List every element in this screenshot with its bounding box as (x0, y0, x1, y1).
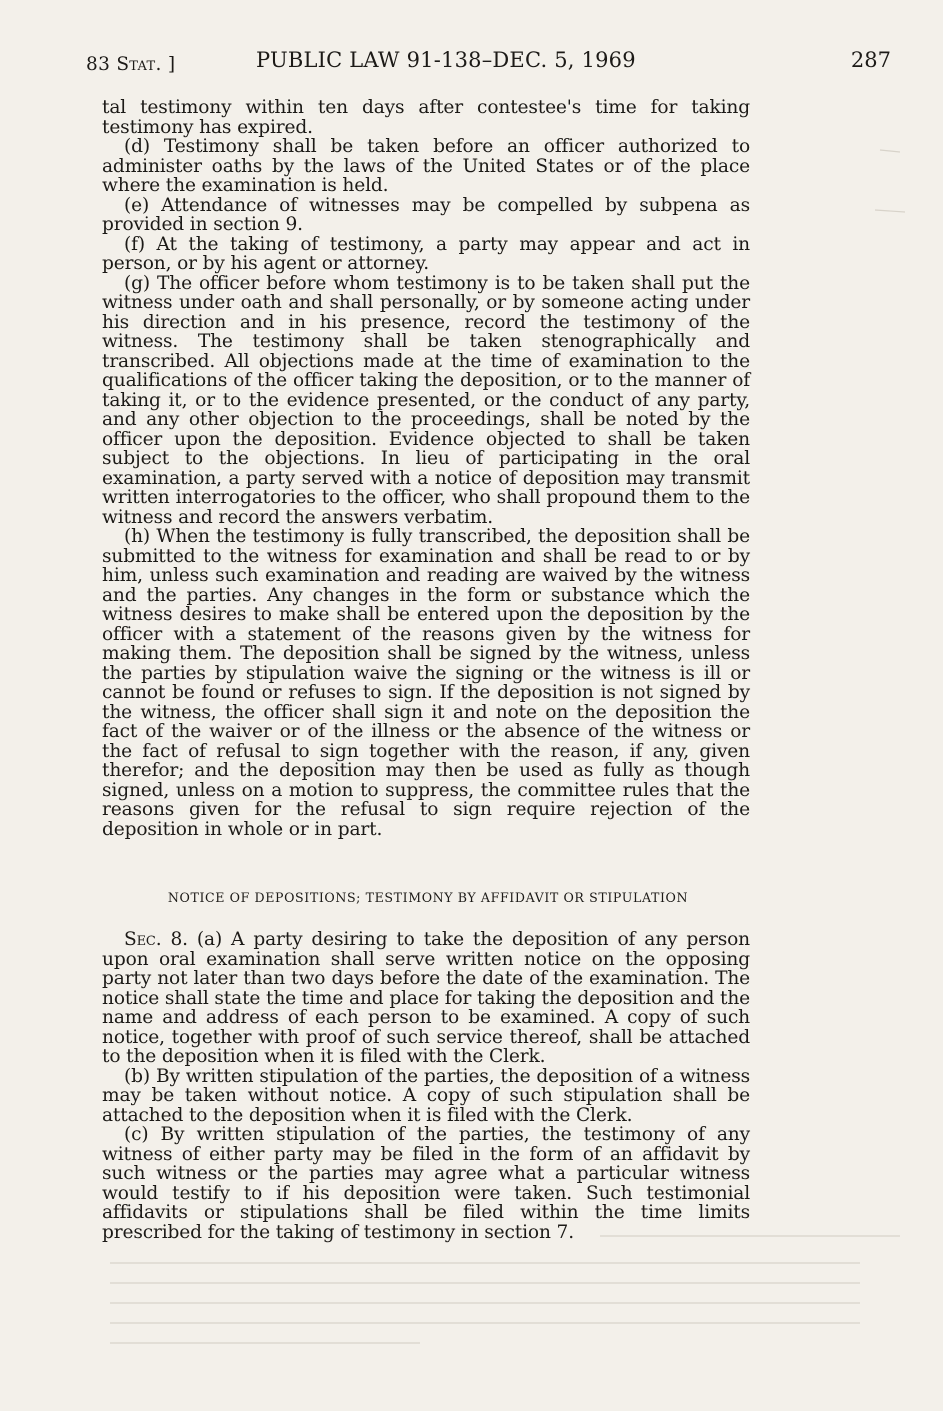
volume-citation: 83 Stat. ] (86, 54, 176, 75)
paragraph-d: (d) Testimony shall be taken before an officer authorized to administer oaths by the laws of the United States or of the place where the examination is held. (102, 136, 750, 196)
body-text-sec8 (102, 930, 750, 1242)
paragraph-sec8-c: (c) By written stipulation of the parties, the testimony of any witness of either party may be filed in the form of an affidavit by such witness or the parties may agree what a particular witness would testify to if his deposition were taken. Such testimonial affidavits or stipulations shall be filed within the time limits prescribed for the taking of testimony in section 7. (102, 1124, 750, 1243)
body-text-top (102, 98, 750, 839)
paragraph-sec8-a (102, 930, 750, 1067)
paragraph-g: (g) The officer before whom testimony is to be taken shall put the witness under oath and shall personally, or by someone acting under his direction and in his presence, record the testimony of the witness. The testimony shall be taken stenographically and transcribed. All objections made at the time of examination to the qualifications of the officer taking the deposition, or to the manner of taking it, or to the evidence presented, or the conduct of any party, and any other objection to the proceedings, shall be noted by the officer upon the deposition. Evidence objected to shall be taken subject to the objections. In lieu of participating in the oral examination, a party served with a notice of deposition may transmit written interrogatories to the officer, who shall propound them to the witness and record the answers verbatim. (102, 272, 750, 528)
section-heading: NOTICE OF DEPOSITIONS; TESTIMONY BY AFFIDAVIT OR STIPULATION (167, 890, 689, 905)
paragraph-h: (h) When the testimony is fully transcribed, the deposition shall be submitted to the witness for examination and shall be read to or by him, unless such examination and reading are waived by the witness and the parties. Any changes in the form or substance which the witness desires to make shall be entered upon the deposition by the officer with a statement of the reasons given by the witness for making them. The deposition shall be signed by the witness, unless the parties by stipulation waive the signing or the witness is ill or cannot be found or refuses to sign. If the deposition is not signed by the witness, the officer shall sign it and note on the deposition the fact of the waiver or of the illness or the absence of the witness or the fact of refusal to sign together with the reason, if any, given therefor; and the deposition may then be used as fully as though signed, unless on a motion to suppress, the committee rules that the reasons given for the refusal to sign require rejection of the deposition in whole or in part. (102, 526, 750, 840)
page-header (86, 48, 891, 82)
paragraph-continuation: tal testimony within ten days after contestee's time for taking testimony has expired. (102, 97, 750, 138)
page-number: 287 (850, 48, 891, 72)
paragraph-sec8-a-text: (a) A party desiring to take the deposition of any person upon oral examination shall serve written notice on the opposing party not later than two days before the date of the examination. The notice shall state the time and place for taking the deposition and the name and address of each person to be examined. A copy of such notice, together with proof of such service thereof, shall be attached to the deposition when it is filed with the Clerk. (102, 929, 750, 1067)
paragraph-f: (f) At the taking of testimony, a party may appear and act in person, or by his agent or attorney. (102, 233, 750, 274)
paragraph-sec8-b: (b) By written stipulation of the parties, the deposition of a witness may be taken without notice. A copy of such stipulation shall be attached to the deposition when it is filed with the Clerk. (102, 1065, 750, 1126)
section-label: Sec. 8. (124, 929, 188, 950)
paragraph-e: (e) Attendance of witnesses may be compelled by subpena as provided in section 9. (102, 194, 750, 235)
law-title: PUBLIC LAW 91-138–DEC. 5, 1969 (256, 48, 636, 72)
